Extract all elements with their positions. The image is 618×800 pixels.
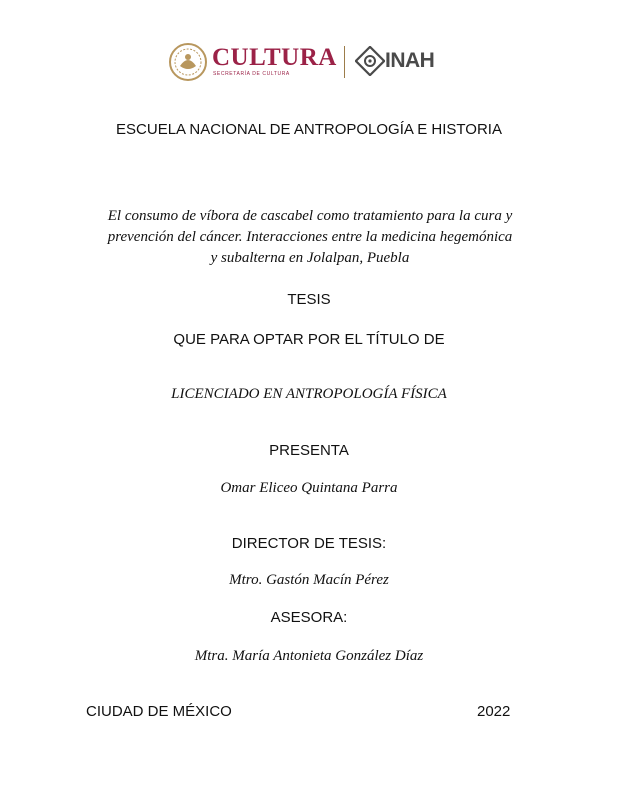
director-name: Mtro. Gastón Macín Pérez bbox=[229, 572, 389, 588]
director-label: DIRECTOR DE TESIS: bbox=[231, 535, 387, 552]
cultura-logo-subtitle: SECRETARÍA DE CULTURA bbox=[213, 71, 290, 77]
author-name: Omar Eliceo Quintana Parra bbox=[220, 480, 398, 496]
asesora-label: ASESORA: bbox=[270, 609, 348, 626]
inah-emblem-icon bbox=[355, 46, 385, 76]
school-name: ESCUELA NACIONAL DE ANTROPOLOGÍA E HISTORIA bbox=[116, 121, 502, 138]
degree-title: LICENCIADO EN ANTROPOLOGÍA FÍSICA bbox=[171, 386, 447, 402]
presenta-label: PRESENTA bbox=[269, 442, 349, 459]
logo-divider bbox=[344, 46, 345, 78]
thesis-title-line: El consumo de víbora de cascabel como tratamiento para la cura y bbox=[107, 208, 513, 224]
tesis-label: TESIS bbox=[287, 291, 331, 308]
thesis-title bbox=[80, 206, 540, 269]
year: 2022 bbox=[477, 703, 511, 720]
asesora-name: Mtra. María Antonieta González Díaz bbox=[194, 648, 424, 664]
cultura-logo: CULTURA bbox=[212, 44, 337, 71]
mexico-seal-icon bbox=[168, 42, 208, 82]
optar-label: QUE PARA OPTAR POR EL TÍTULO DE bbox=[173, 331, 445, 348]
inah-logo: INAH bbox=[385, 49, 435, 72]
thesis-title-line: prevención del cáncer. Interacciones entre la medicina hegemónica bbox=[107, 229, 513, 245]
thesis-title-line: y subalterna en Jolalpan, Puebla bbox=[210, 250, 410, 266]
city: CIUDAD DE MÉXICO bbox=[86, 703, 232, 720]
